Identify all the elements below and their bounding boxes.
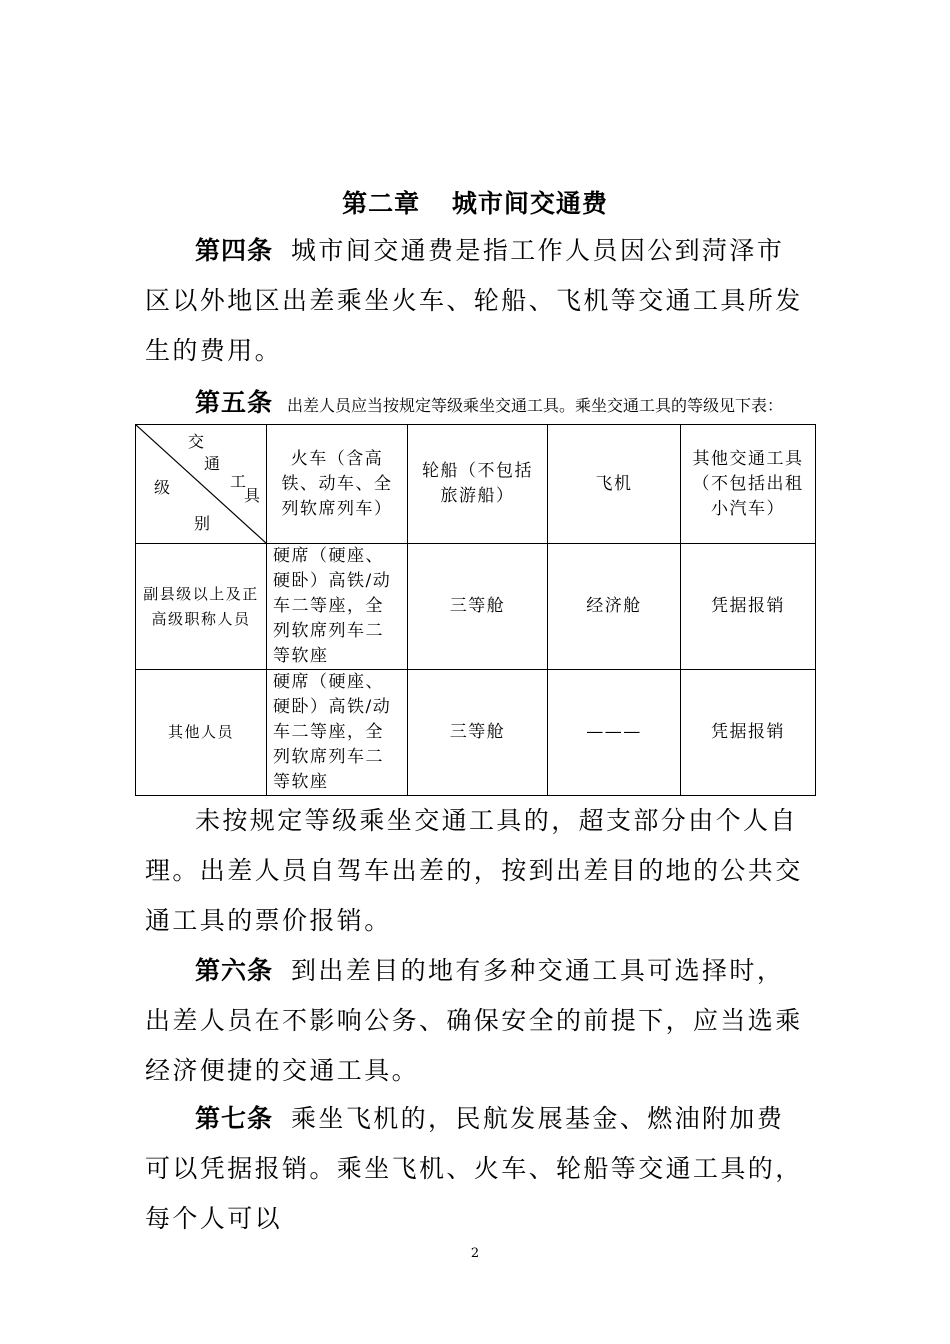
- page-number: 2: [470, 1246, 480, 1261]
- chapter-title: 城市间交通费: [451, 189, 608, 218]
- article-5-label: 第五条: [195, 388, 274, 417]
- cell-other: 凭据报销: [681, 544, 816, 670]
- header-train: 火车（含高铁、动车、全列软席列车）: [267, 425, 408, 544]
- article-6: [145, 946, 810, 1096]
- cell-ship: 三等舱: [408, 670, 548, 796]
- table-row: [136, 544, 816, 670]
- chapter-heading: [0, 184, 950, 220]
- cell-ship: 三等舱: [408, 544, 548, 670]
- transport-grade-table: [135, 424, 816, 796]
- table-row: [136, 670, 816, 796]
- article-4: [145, 226, 810, 376]
- corner-char: 别: [194, 514, 212, 533]
- article-4-label: 第四条: [195, 236, 274, 265]
- corner-char: 级: [154, 478, 172, 497]
- after-table-paragraph: 未按规定等级乘坐交通工具的，超支部分由个人自理。出差人员自驾车出差的，按到出差目的地的公共交通工具的票价报销。: [145, 806, 803, 935]
- corner-header-cell: [136, 425, 267, 544]
- article-6-text: 到出差目的地有多种交通工具可选择时，出差人员在不影响公务、确保安全的前提下，应当选乘经济便捷的交通工具。: [145, 956, 803, 1085]
- article-5-text: 出差人员应当按规定等级乘坐交通工具。乘坐交通工具的等级见下表：: [287, 396, 784, 415]
- header-other: 其他交通工具（不包括出租小汽车）: [681, 425, 816, 544]
- table-header-row: [136, 425, 816, 544]
- corner-char: 具: [244, 486, 262, 505]
- article-4-text: 城市间交通费是指工作人员因公到菏泽市区以外地区出差乘坐火车、轮船、飞机等交通工具所发生的费用。: [145, 236, 803, 365]
- header-plane: 飞机: [548, 425, 681, 544]
- cell-plane: ———: [548, 670, 681, 796]
- cell-level: 副县级以上及正高级职称人员: [136, 544, 267, 670]
- corner-char: 工: [230, 472, 248, 491]
- article-5: [195, 383, 783, 419]
- article-6-label: 第六条: [195, 956, 274, 985]
- corner-char: 通: [204, 454, 222, 473]
- cell-train: 硬席（硬座、硬卧）高铁/动车二等座，全列软席列车二等软座: [267, 544, 408, 670]
- header-ship: 轮船（不包括旅游船）: [408, 425, 548, 544]
- cell-level: 其他人员: [136, 670, 267, 796]
- article-7-label: 第七条: [195, 1104, 274, 1133]
- chapter-number: 第二章: [342, 189, 421, 218]
- corner-char: 交: [188, 432, 206, 451]
- article-7-text: 乘坐飞机的，民航发展基金、燃油附加费可以凭据报销。乘坐飞机、火车、轮船等交通工具的，每个人可以: [145, 1104, 803, 1233]
- cell-other: 凭据报销: [681, 670, 816, 796]
- cell-train: 硬席（硬座、硬卧）高铁/动车二等座，全列软席列车二等软座: [267, 670, 408, 796]
- cell-plane: 经济舱: [548, 544, 681, 670]
- article-7: [145, 1094, 810, 1244]
